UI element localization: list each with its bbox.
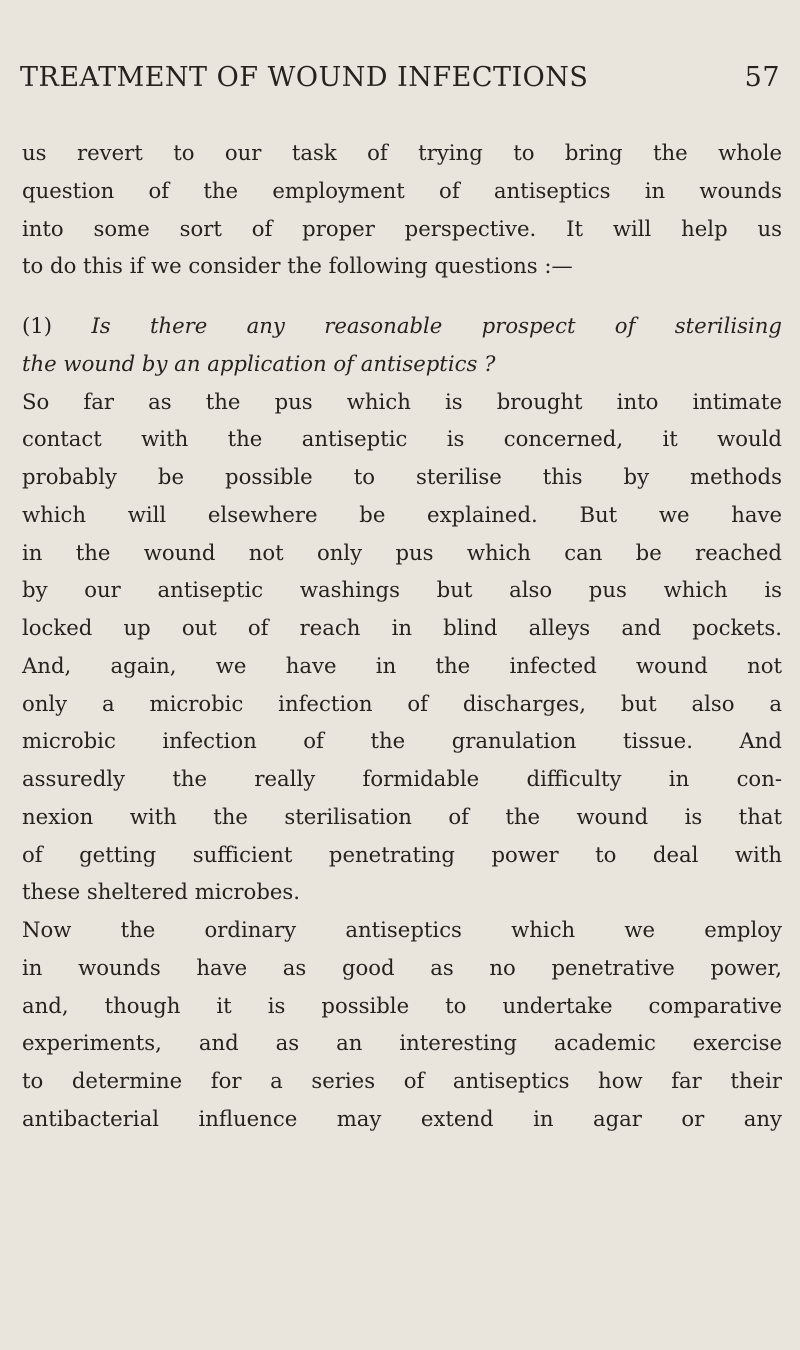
text-line: assuredly the really formidable difficulty in con-: [22, 766, 782, 791]
text-line: these sheltered microbes.: [22, 879, 301, 905]
text-line: of getting sufficient penetrating power to deal with: [22, 841, 782, 867]
text-line: in wounds have as good as no penetrative power,: [22, 954, 782, 980]
text-line: probably be possible to sterilise this by methods: [22, 464, 782, 489]
text-line: by our antiseptic washings but also pus which is: [22, 577, 782, 603]
text-line: in the wound not only pus which can be reached: [22, 539, 782, 565]
text-line: to do this if we consider the following questions :—: [22, 253, 573, 279]
text-line: And, again, we have in the infected wound not: [22, 652, 782, 678]
question-number: (1): [22, 313, 92, 338]
text-line: into some sort of proper perspective. It will help us: [22, 215, 782, 241]
text-line: and, though it is possible to undertake comparative: [22, 992, 782, 1018]
running-head: [20, 62, 780, 93]
page-number: 57: [744, 62, 780, 93]
text-line: which will elsewhere be explained. But we have: [22, 501, 782, 527]
chapter-title: TREATMENT OF WOUND INFECTIONS: [20, 62, 589, 93]
text-line: question of the employment of antiseptics in wounds: [22, 177, 782, 203]
question-heading-line: the wound by an application of antiseptics ?: [22, 350, 496, 376]
question-heading-line: (1) Is there any reasonable prospect of sterilising: [22, 313, 782, 338]
text-line: contact with the antiseptic is concerned, it would: [22, 426, 782, 452]
text-line: Now the ordinary antiseptics which we employ: [22, 917, 782, 942]
text-line: us revert to our task of trying to bring the whole: [22, 140, 782, 165]
text-line: microbic infection of the granulation tissue. And: [22, 728, 782, 754]
body-text: [22, 134, 782, 1138]
text-line: So far as the pus which is brought into intimate: [22, 388, 782, 414]
text-line: locked up out of reach in blind alleys and pockets.: [22, 615, 782, 640]
text-line: nexion with the sterilisation of the wound is that: [22, 803, 782, 829]
text-line: to determine for a series of antiseptics how far their: [22, 1068, 782, 1093]
text-line: antibacterial influence may extend in agar or any: [22, 1105, 782, 1131]
text-line: experiments, and as an interesting academic exercise: [22, 1030, 782, 1056]
text-line: only a microbic infection of discharges, but also a: [22, 690, 782, 716]
